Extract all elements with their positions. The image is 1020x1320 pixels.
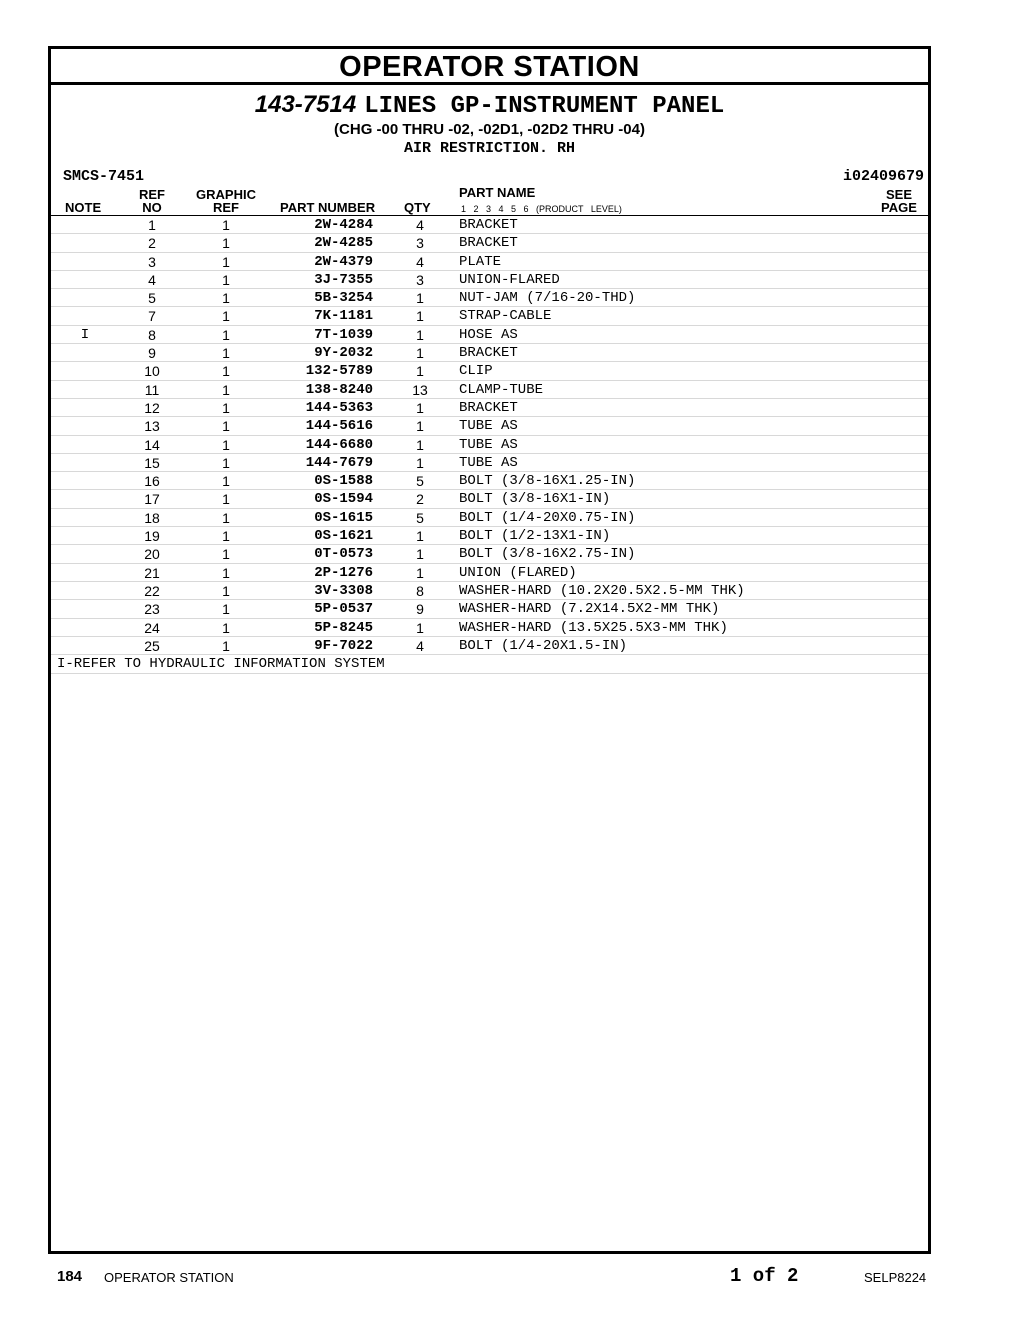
part-number-cell: 2P-1276 bbox=[314, 564, 373, 581]
col-product-levels: 1 2 3 4 5 6 (PRODUCT LEVEL) bbox=[461, 204, 622, 214]
ref-no-cell: 10 bbox=[144, 363, 160, 380]
parts-table-body bbox=[51, 216, 928, 655]
smcs-code: SMCS-7451 bbox=[63, 168, 145, 185]
table-row bbox=[51, 216, 928, 234]
ref-no-cell: 2 bbox=[148, 235, 156, 252]
part-number-cell: 144-5616 bbox=[305, 418, 373, 435]
ref-no-cell: 22 bbox=[144, 582, 160, 599]
col-graphic-line2: REF bbox=[213, 200, 239, 215]
ref-no-cell: 19 bbox=[144, 528, 160, 545]
qty-cell: 3 bbox=[416, 271, 424, 288]
part-number-cell: 144-7679 bbox=[305, 454, 373, 471]
table-row bbox=[51, 307, 928, 325]
document-number: SELP8224 bbox=[864, 1270, 927, 1285]
col-ref-line1: REF bbox=[139, 187, 165, 202]
qty-cell: 1 bbox=[416, 399, 424, 416]
table-row bbox=[51, 527, 928, 545]
part-number-cell: 132-5789 bbox=[305, 363, 373, 380]
qty-cell: 1 bbox=[416, 454, 424, 471]
part-name-cell: WASHER-HARD (7.2X14.5X2-MM THK) bbox=[459, 601, 720, 618]
graphic-ref-cell: 1 bbox=[222, 509, 230, 526]
table-row bbox=[51, 399, 928, 417]
table-row bbox=[51, 417, 928, 435]
col-graphic-line1: GRAPHIC bbox=[196, 187, 256, 202]
part-number-cell: 144-5363 bbox=[305, 399, 373, 416]
part-name-cell: WASHER-HARD (10.2X20.5X2.5-MM THK) bbox=[459, 582, 745, 599]
graphic-ref-cell: 1 bbox=[222, 454, 230, 471]
qty-cell: 8 bbox=[416, 582, 424, 599]
part-name-cell: BOLT (3/8-16X1.25-IN) bbox=[459, 473, 636, 490]
qty-cell: 1 bbox=[416, 619, 424, 636]
part-name-cell: NUT-JAM (7/16-20-THD) bbox=[459, 290, 636, 307]
col-part-name: PART NAME bbox=[459, 185, 536, 200]
ref-no-cell: 1 bbox=[148, 217, 156, 233]
part-name-cell: BOLT (1/4-20X0.75-IN) bbox=[459, 509, 636, 526]
graphic-ref-cell: 1 bbox=[222, 290, 230, 307]
ref-no-cell: 17 bbox=[144, 491, 160, 508]
table-row bbox=[51, 326, 928, 344]
arrangement-subtitle: AIR RESTRICTION. RH bbox=[403, 140, 576, 157]
qty-cell: 1 bbox=[416, 436, 424, 453]
graphic-ref-cell: 1 bbox=[222, 308, 230, 325]
graphic-ref-cell: 1 bbox=[222, 326, 230, 343]
page-count: 1 of 2 bbox=[730, 1265, 799, 1287]
graphic-ref-cell: 1 bbox=[222, 418, 230, 435]
ref-no-cell: 24 bbox=[144, 619, 160, 636]
part-number-cell: 2W-4285 bbox=[314, 235, 373, 252]
qty-cell: 4 bbox=[416, 637, 424, 654]
part-number-cell: 3J-7355 bbox=[314, 271, 373, 288]
part-number-cell: 138-8240 bbox=[305, 381, 373, 398]
qty-cell: 4 bbox=[416, 253, 424, 270]
part-number-cell: 9F-7022 bbox=[314, 637, 373, 654]
qty-cell: 1 bbox=[416, 418, 424, 435]
part-name-cell: BOLT (1/2-13X1-IN) bbox=[459, 528, 611, 545]
graphic-ref-cell: 1 bbox=[222, 473, 230, 490]
ref-no-cell: 25 bbox=[144, 637, 160, 654]
table-row bbox=[51, 545, 928, 563]
qty-cell: 3 bbox=[416, 235, 424, 252]
change-level-subtitle: (CHG -00 THRU -02, -02D1, -02D2 THRU -04) bbox=[334, 121, 645, 138]
table-row bbox=[51, 362, 928, 380]
table-row bbox=[51, 344, 928, 362]
ref-no-cell: 20 bbox=[144, 546, 160, 563]
graphic-ref-cell: 1 bbox=[222, 528, 230, 545]
part-name-cell: TUBE AS bbox=[459, 436, 518, 453]
part-name-cell: BOLT (1/4-20X1.5-IN) bbox=[459, 637, 628, 654]
graphic-ref-cell: 1 bbox=[222, 491, 230, 508]
footnote-row bbox=[51, 655, 928, 674]
table-row bbox=[51, 472, 928, 490]
part-number-cell: 5P-0537 bbox=[314, 601, 373, 618]
part-name-cell: BRACKET bbox=[459, 235, 518, 252]
column-header bbox=[51, 185, 928, 216]
table-row bbox=[51, 253, 928, 271]
qty-cell: 1 bbox=[416, 308, 424, 325]
table-row bbox=[51, 564, 928, 582]
ref-no-cell: 8 bbox=[148, 326, 156, 343]
qty-cell: 1 bbox=[416, 345, 424, 362]
graphic-ref-cell: 1 bbox=[222, 601, 230, 618]
part-name-cell: STRAP-CABLE bbox=[459, 308, 552, 325]
group-heading bbox=[51, 91, 928, 120]
footnote: I-REFER TO HYDRAULIC INFORMATION SYSTEM bbox=[57, 656, 385, 673]
parts-page-frame bbox=[48, 46, 931, 1254]
part-name-cell: BRACKET bbox=[459, 345, 518, 362]
part-name-cell: BRACKET bbox=[459, 399, 518, 416]
qty-cell: 1 bbox=[416, 363, 424, 380]
part-number-cell: 0S-1588 bbox=[314, 473, 373, 490]
part-number-cell: 2W-4284 bbox=[314, 217, 373, 233]
part-number-cell: 0T-0573 bbox=[314, 546, 373, 563]
part-name-cell: BOLT (3/8-16X2.75-IN) bbox=[459, 546, 636, 563]
part-number-cell: 3V-3308 bbox=[314, 582, 373, 599]
part-name-cell: TUBE AS bbox=[459, 454, 518, 471]
ref-no-cell: 13 bbox=[144, 418, 160, 435]
part-number-cell: 5B-3254 bbox=[314, 290, 373, 307]
ref-no-cell: 3 bbox=[148, 253, 156, 270]
table-row bbox=[51, 490, 928, 508]
part-name-cell: UNION-FLARED bbox=[459, 271, 560, 288]
col-see-line1: SEE bbox=[885, 187, 912, 202]
ref-no-cell: 23 bbox=[144, 601, 160, 618]
table-row bbox=[51, 289, 928, 307]
note-cell: I bbox=[80, 326, 90, 343]
table-row bbox=[51, 637, 928, 655]
part-number-cell: 7T-1039 bbox=[314, 326, 373, 343]
part-name-cell: CLIP bbox=[459, 363, 493, 380]
graphic-ref-cell: 1 bbox=[222, 253, 230, 270]
table-row bbox=[51, 454, 928, 472]
graphic-ref-cell: 1 bbox=[222, 637, 230, 654]
col-see-line2: PAGE bbox=[881, 200, 917, 215]
footer-section: OPERATOR STATION bbox=[104, 1270, 234, 1285]
table-row bbox=[51, 600, 928, 618]
ref-no-cell: 18 bbox=[144, 509, 160, 526]
col-part-number: PART NUMBER bbox=[280, 200, 376, 215]
ref-no-cell: 21 bbox=[144, 564, 160, 581]
part-number-cell: 7K-1181 bbox=[314, 308, 373, 325]
part-number-cell: 0S-1594 bbox=[314, 491, 373, 508]
group-part-number: 143-7514 bbox=[254, 91, 357, 118]
qty-cell: 2 bbox=[416, 491, 424, 508]
part-number-cell: 144-6680 bbox=[305, 436, 373, 453]
part-name-cell: UNION (FLARED) bbox=[459, 564, 577, 581]
section-title: OPERATOR STATION bbox=[51, 49, 928, 85]
qty-cell: 1 bbox=[416, 546, 424, 563]
graphic-ref-cell: 1 bbox=[222, 271, 230, 288]
qty-cell: 5 bbox=[416, 473, 424, 490]
table-row bbox=[51, 509, 928, 527]
part-name-cell: TUBE AS bbox=[459, 418, 518, 435]
page-footer bbox=[0, 1262, 1020, 1292]
ref-no-cell: 15 bbox=[144, 454, 160, 471]
ref-no-cell: 16 bbox=[144, 473, 160, 490]
part-name-cell: BRACKET bbox=[459, 217, 518, 233]
col-ref-line2: NO bbox=[142, 200, 162, 215]
graphic-ref-cell: 1 bbox=[222, 564, 230, 581]
part-number-cell: 5P-8245 bbox=[314, 619, 373, 636]
qty-cell: 1 bbox=[416, 290, 424, 307]
part-name-cell: CLAMP-TUBE bbox=[459, 381, 544, 398]
graphic-ref-cell: 1 bbox=[222, 582, 230, 599]
graphic-ref-cell: 1 bbox=[222, 363, 230, 380]
part-number-cell: 0S-1621 bbox=[314, 528, 373, 545]
qty-cell: 1 bbox=[416, 528, 424, 545]
graphic-ref-cell: 1 bbox=[222, 399, 230, 416]
qty-cell: 1 bbox=[416, 326, 424, 343]
table-row bbox=[51, 234, 928, 252]
part-number-cell: 9Y-2032 bbox=[314, 345, 373, 362]
ref-no-cell: 9 bbox=[148, 345, 156, 362]
part-name-cell: WASHER-HARD (13.5X25.5X3-MM THK) bbox=[459, 619, 728, 636]
part-name-cell: BOLT (3/8-16X1-IN) bbox=[459, 491, 611, 508]
table-row bbox=[51, 436, 928, 454]
table-row bbox=[51, 582, 928, 600]
graphic-ref-cell: 1 bbox=[222, 235, 230, 252]
graphic-ref-cell: 1 bbox=[222, 546, 230, 563]
part-name-cell: PLATE bbox=[459, 253, 502, 270]
table-row bbox=[51, 271, 928, 289]
ref-no-cell: 4 bbox=[148, 271, 156, 288]
graphic-ref-cell: 1 bbox=[222, 345, 230, 362]
part-number-cell: 0S-1615 bbox=[314, 509, 373, 526]
table-row bbox=[51, 381, 928, 399]
qty-cell: 1 bbox=[416, 564, 424, 581]
qty-cell: 13 bbox=[412, 381, 428, 398]
ref-no-cell: 7 bbox=[148, 308, 156, 325]
group-part-title: LINES GP-INSTRUMENT PANEL bbox=[364, 93, 725, 120]
col-qty: QTY bbox=[404, 200, 431, 215]
part-number-cell: 2W-4379 bbox=[314, 253, 373, 270]
graphic-ref-cell: 1 bbox=[222, 619, 230, 636]
graphic-ref-cell: 1 bbox=[222, 381, 230, 398]
ref-no-cell: 14 bbox=[144, 436, 160, 453]
graphic-ref-cell: 1 bbox=[222, 436, 230, 453]
part-name-cell: HOSE AS bbox=[459, 326, 518, 343]
ref-no-cell: 12 bbox=[144, 399, 160, 416]
page-number: 184 bbox=[57, 1268, 83, 1285]
ref-no-cell: 11 bbox=[144, 381, 160, 398]
illustration-id: i02409679 bbox=[842, 168, 924, 185]
qty-cell: 9 bbox=[416, 601, 424, 618]
qty-cell: 5 bbox=[416, 509, 424, 526]
graphic-ref-cell: 1 bbox=[222, 217, 230, 233]
col-note: NOTE bbox=[65, 200, 102, 215]
table-row bbox=[51, 619, 928, 637]
ref-no-cell: 5 bbox=[148, 290, 156, 307]
qty-cell: 4 bbox=[416, 217, 424, 233]
